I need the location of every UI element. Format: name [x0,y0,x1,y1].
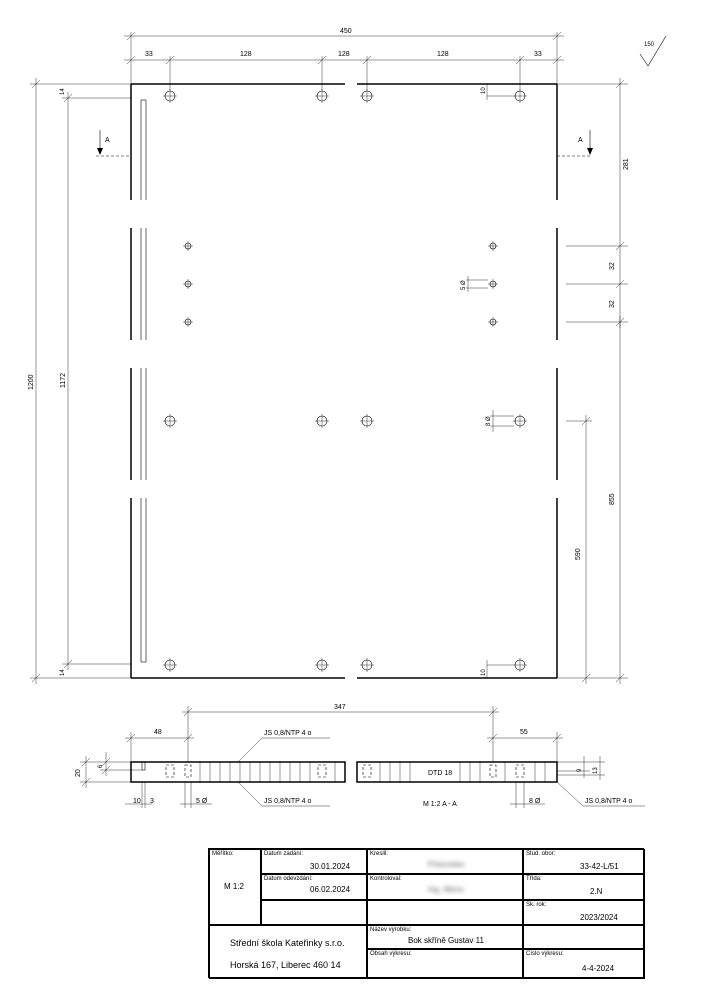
product-cell [367,925,523,949]
dim-section-thickness: 20 [75,769,82,777]
checked-by-label: Kontroloval: [370,876,402,882]
dim-section-span: 347 [334,704,346,711]
study-field-cell [523,849,645,874]
dim-span-1: 128 [240,51,252,58]
section-view-aa [75,704,645,808]
content-label: Obsah výkresu: [370,951,412,957]
blank-cell [261,900,367,925]
hole-8mm [315,414,329,428]
dim-section-right-9: 9 [577,768,583,772]
hole-8mm [513,658,527,672]
assigned-cell [261,849,367,874]
hole-8mm [163,414,177,428]
assigned-label: Datum zadání: [264,851,304,857]
class-label: Třída: [526,876,542,882]
dim-section-hole-dia-left: 5 Ø [196,798,208,805]
dim-edge-right: 33 [534,51,542,58]
blank-cell-3 [523,925,645,949]
dim-shelf-pitch-1: 32 [609,262,616,270]
product-value: Bok skříně Gustav 11 [408,936,484,945]
scale-value: M 1:2 [224,882,245,891]
hole-5mm [183,279,193,289]
school-name: Střední škola Kateřinky s.r.o. [230,938,345,948]
left-dimensions [28,78,131,684]
hole-8mm [163,658,177,672]
school-address: Horská 167, Liberec 460 14 [230,960,341,970]
section-letter-left: A [105,137,110,144]
dim-section-right-13: 13 [593,767,599,774]
school-year-label: Šk. rok: [526,902,547,908]
dim-inner-height: 1172 [60,372,67,388]
dim-span-3: 128 [437,51,449,58]
dim-shelf-pitch-2: 32 [609,300,616,308]
hole-8mm [315,658,329,672]
dim-conf-hole-dia: 8 Ø [486,416,492,426]
dim-section-hole-dia-right: 8 Ø [529,798,541,805]
top-dimensions [124,28,564,90]
dim-shelf-hole-dia: 5 Ø [461,280,467,290]
section-marker-left [96,130,131,156]
checked-by-cell [367,874,523,900]
content-cell [367,949,523,979]
dim-hole-offset-top: 10 [481,87,487,94]
hole-5mm [488,279,498,289]
drawn-by-cell [367,849,523,874]
study-field-value: 33-42-L/51 [580,862,619,871]
hole-8mm [513,89,527,103]
blank-cell-2 [367,900,523,925]
hole-8mm [360,414,374,428]
edge-banding-top-label: JS 0,8/NTP 4 o [264,730,312,737]
dim-top-edge: 14 [60,88,66,95]
surface-roughness-symbol [640,36,666,66]
dim-hole-offset-bottom: 10 [481,669,487,676]
drawing-number-label: Číslo výkresu: [526,951,564,957]
class-cell [523,874,645,900]
hole-8mm [360,658,374,672]
scale-label: Měřítko: [212,851,234,857]
right-dimensions [461,78,630,684]
drawing-number-cell [523,949,645,979]
hole-8mm [360,89,374,103]
hole-8mm [163,89,177,103]
dim-section-left-offset: 48 [154,729,162,736]
hole-5mm [488,241,498,251]
shelf-pin-holes [183,241,498,327]
dim-edge-left: 33 [145,51,153,58]
class-value: 2.N [590,887,603,896]
dim-overall-height: 1200 [28,374,35,390]
submitted-label: Datum odevzdání: [264,876,313,882]
school-year-cell [523,900,645,925]
school-year-value: 2023/2024 [580,913,618,922]
checked-by-value: Ing. Meno [428,885,464,894]
dim-lower-height: 855 [609,493,616,505]
panel-front-view [131,84,557,678]
dim-lower-holes: 590 [575,548,582,560]
study-field-label: Stud. obor: [526,851,556,857]
hole-5mm [183,317,193,327]
drawn-by-value: Priezvisko [428,860,465,869]
hole-8mm [315,89,329,103]
hole-5mm [488,317,498,327]
dim-span-2: 128 [338,51,350,58]
section-caption: M 1:2 A - A [423,801,457,808]
section-material: DTD 18 [428,770,453,777]
edge-banding-bottom-label: JS 0,8/NTP 4 o [264,798,312,805]
dim-groove-width: 3 [150,798,154,805]
drawing-number-value: 4-4-2024 [582,964,615,973]
confirmat-holes [163,89,527,672]
hole-5mm [183,241,193,251]
roughness-value: 150 [644,42,655,48]
dim-groove-position: 10 [133,798,141,805]
dim-bottom-edge: 14 [60,669,66,676]
section-marker-right [557,130,593,156]
dim-overall-width: 450 [340,28,352,35]
submitted-value: 06.02.2024 [310,885,351,894]
dim-groove-depth: 6 [98,764,104,768]
dim-section-right-offset: 55 [520,729,528,736]
scale-cell [209,849,261,925]
drawn-by-label: Kreslil: [370,851,389,857]
assigned-value: 30.01.2024 [310,862,351,871]
section-letter-right: A [578,137,583,144]
product-label: Název výrobku: [370,927,412,933]
hole-8mm [513,414,527,428]
edge-banding-right-label: JS 0,8/NTP 4 o [585,798,633,805]
title-block [208,848,644,978]
dim-top-to-shelf-holes: 281 [623,158,630,170]
school-cell [209,925,367,979]
submitted-cell [261,874,367,900]
